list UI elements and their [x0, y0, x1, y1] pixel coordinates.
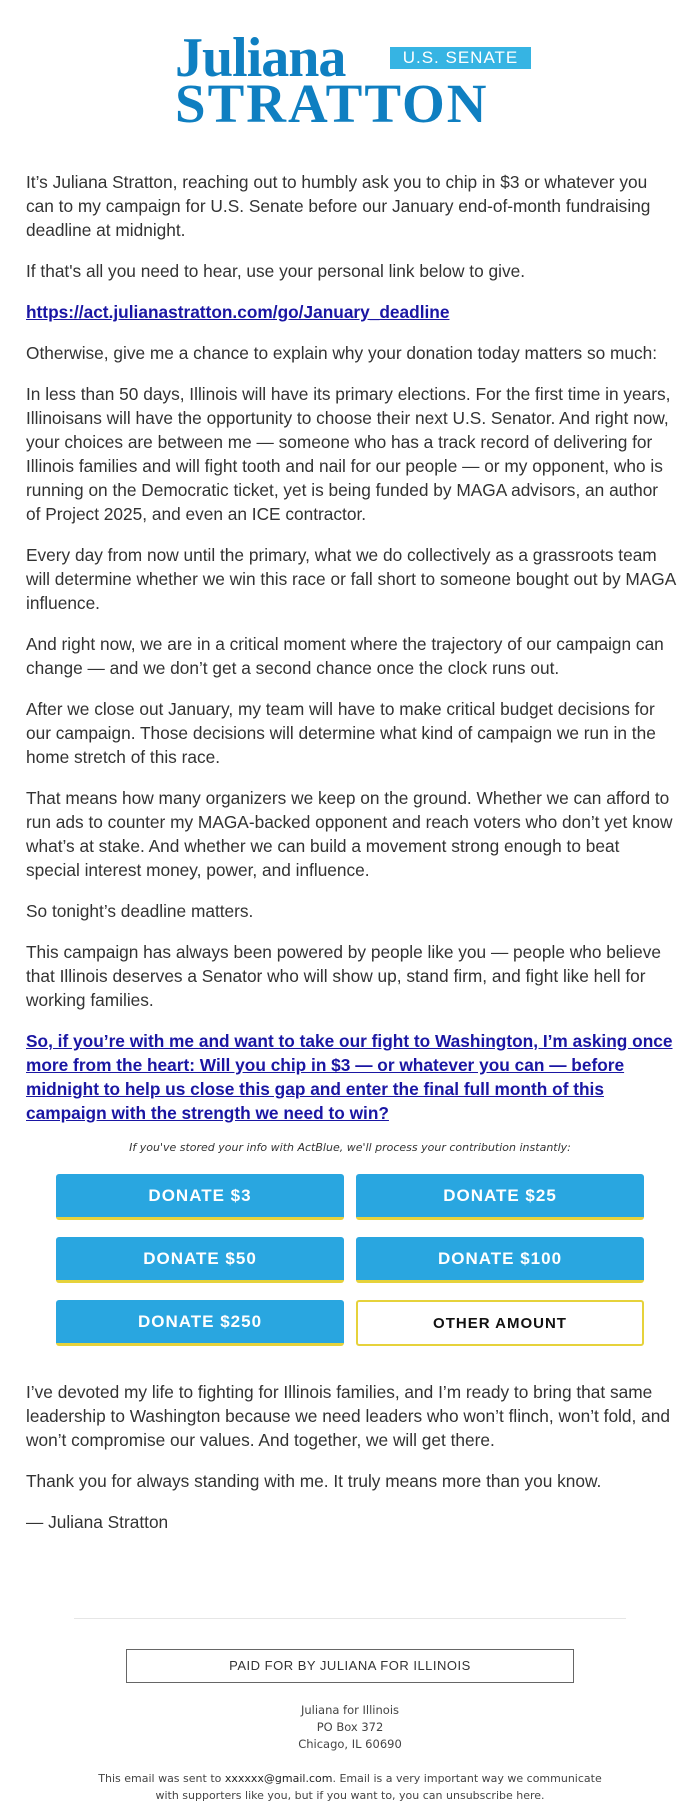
- closing-paragraph: I’ve devoted my life to fighting for Illinois families, and I’m ready to bring that same leadership to Washington because we need leaders who won’t flinch, won’t fold, and won’t compromise our values. And together, we will get there.: [26, 1382, 670, 1450]
- donate-3-button[interactable]: DONATE $3: [56, 1174, 344, 1220]
- donate-50-button[interactable]: DONATE $50: [56, 1237, 344, 1283]
- logo-last-name: STRATTON: [175, 73, 489, 134]
- signoff: — Juliana Stratton: [26, 1512, 169, 1532]
- donation-link-paragraph: [26, 300, 676, 324]
- budget-paragraph: After we close out January, my team will have to make critical budget decisions for our campaign. Those decisions will determine what kind of campaign we run in the home stretch of this race.: [26, 699, 656, 767]
- po-box: PO Box 372: [316, 1720, 384, 1734]
- campaign-logo: [175, 27, 531, 134]
- unsubscribe-note: [90, 1770, 610, 1804]
- deadline-paragraph: So tonight’s deadline matters.: [26, 901, 254, 921]
- powered-paragraph: This campaign has always been powered by people like you — people who believe that Illinois deserves a Senator who will show up, stand firm, and fight like hell for working families.: [26, 942, 661, 1010]
- mailing-address: [0, 1702, 700, 1753]
- closing-section: [26, 1380, 676, 1551]
- logo-senate-badge: U.S. SENATE: [390, 47, 531, 69]
- critical-moment-paragraph: And right now, we are in a critical moment where the trajectory of our campaign can change — and we don’t get a second chance once the clock runs out.: [26, 634, 664, 678]
- recipient-email: xxxxxx@gmail.com: [224, 1772, 333, 1785]
- donate-250-button[interactable]: DONATE $250: [56, 1300, 344, 1346]
- actblue-note: If you've stored your info with ActBlue, we'll process your contribution instantly:: [129, 1141, 571, 1154]
- paid-for-disclaimer: PAID FOR BY JULIANA FOR ILLINOIS: [126, 1649, 574, 1683]
- explain-paragraph: Otherwise, give me a chance to explain why your donation today matters so much:: [26, 343, 658, 363]
- sent-to-prefix: This email was sent to: [98, 1772, 225, 1785]
- ask-link[interactable]: So, if you’re with me and want to take our fight to Washington, I’m asking once more from the heart: Will you chip in $3 — or whatever you can — before midnight to help us close this gap and enter the final full month of this campaign with the strength we need to win?: [26, 1031, 673, 1123]
- organizers-paragraph: That means how many organizers we keep on the ground. Whether we can afford to run ads to counter my MAGA-backed opponent and reach voters who don’t yet know what’s at stake. And whether we can build a movement strong enough to beat special interest money, power, and influence.: [26, 788, 673, 880]
- logo-first-name: Juliana: [175, 27, 346, 89]
- ask-paragraph: [26, 1029, 676, 1125]
- footer-divider: [74, 1618, 626, 1619]
- grassroots-paragraph: Every day from now until the primary, what we do collectively as a grassroots team will determine whether we win this race or fall short to someone bought out by MAGA influence.: [26, 545, 676, 613]
- link-intro-paragraph: If that's all you need to hear, use your personal link below to give.: [26, 261, 525, 281]
- intro-paragraph: It’s Juliana Stratton, reaching out to humbly ask you to chip in $3 or whatever you can to my campaign for U.S. Senate before our January end-of-month fundraising deadline at midnight.: [26, 172, 651, 240]
- sent-to-suffix: . Email is a very important way we communicate with supporters like you, but if you want to, you can unsubscribe here.: [155, 1772, 602, 1802]
- other-amount-button[interactable]: OTHER AMOUNT: [356, 1300, 644, 1346]
- city-line: Chicago, IL 60690: [298, 1737, 402, 1751]
- org-name: Juliana for Illinois: [300, 1703, 400, 1717]
- donate-25-button[interactable]: DONATE $25: [356, 1174, 644, 1220]
- donation-link[interactable]: https://act.julianastratton.com/go/January_deadline: [26, 302, 450, 322]
- thank-you-paragraph: Thank you for always standing with me. It truly means more than you know.: [26, 1471, 602, 1491]
- donate-100-button[interactable]: DONATE $100: [356, 1237, 644, 1283]
- email-body: [26, 170, 676, 1142]
- primary-paragraph: In less than 50 days, Illinois will have its primary elections. For the first time in years, Illinoisans will have the opportunity to choose their next U.S. Senator. And right now, your choices are between me — someone who has a track record of delivering for Illinois families and will fight tooth and nail for our people — or my opponent, who is running on the Democratic ticket, yet is being funded by MAGA advisors, an author of Project 2025, and even an ICE contractor.: [26, 384, 671, 524]
